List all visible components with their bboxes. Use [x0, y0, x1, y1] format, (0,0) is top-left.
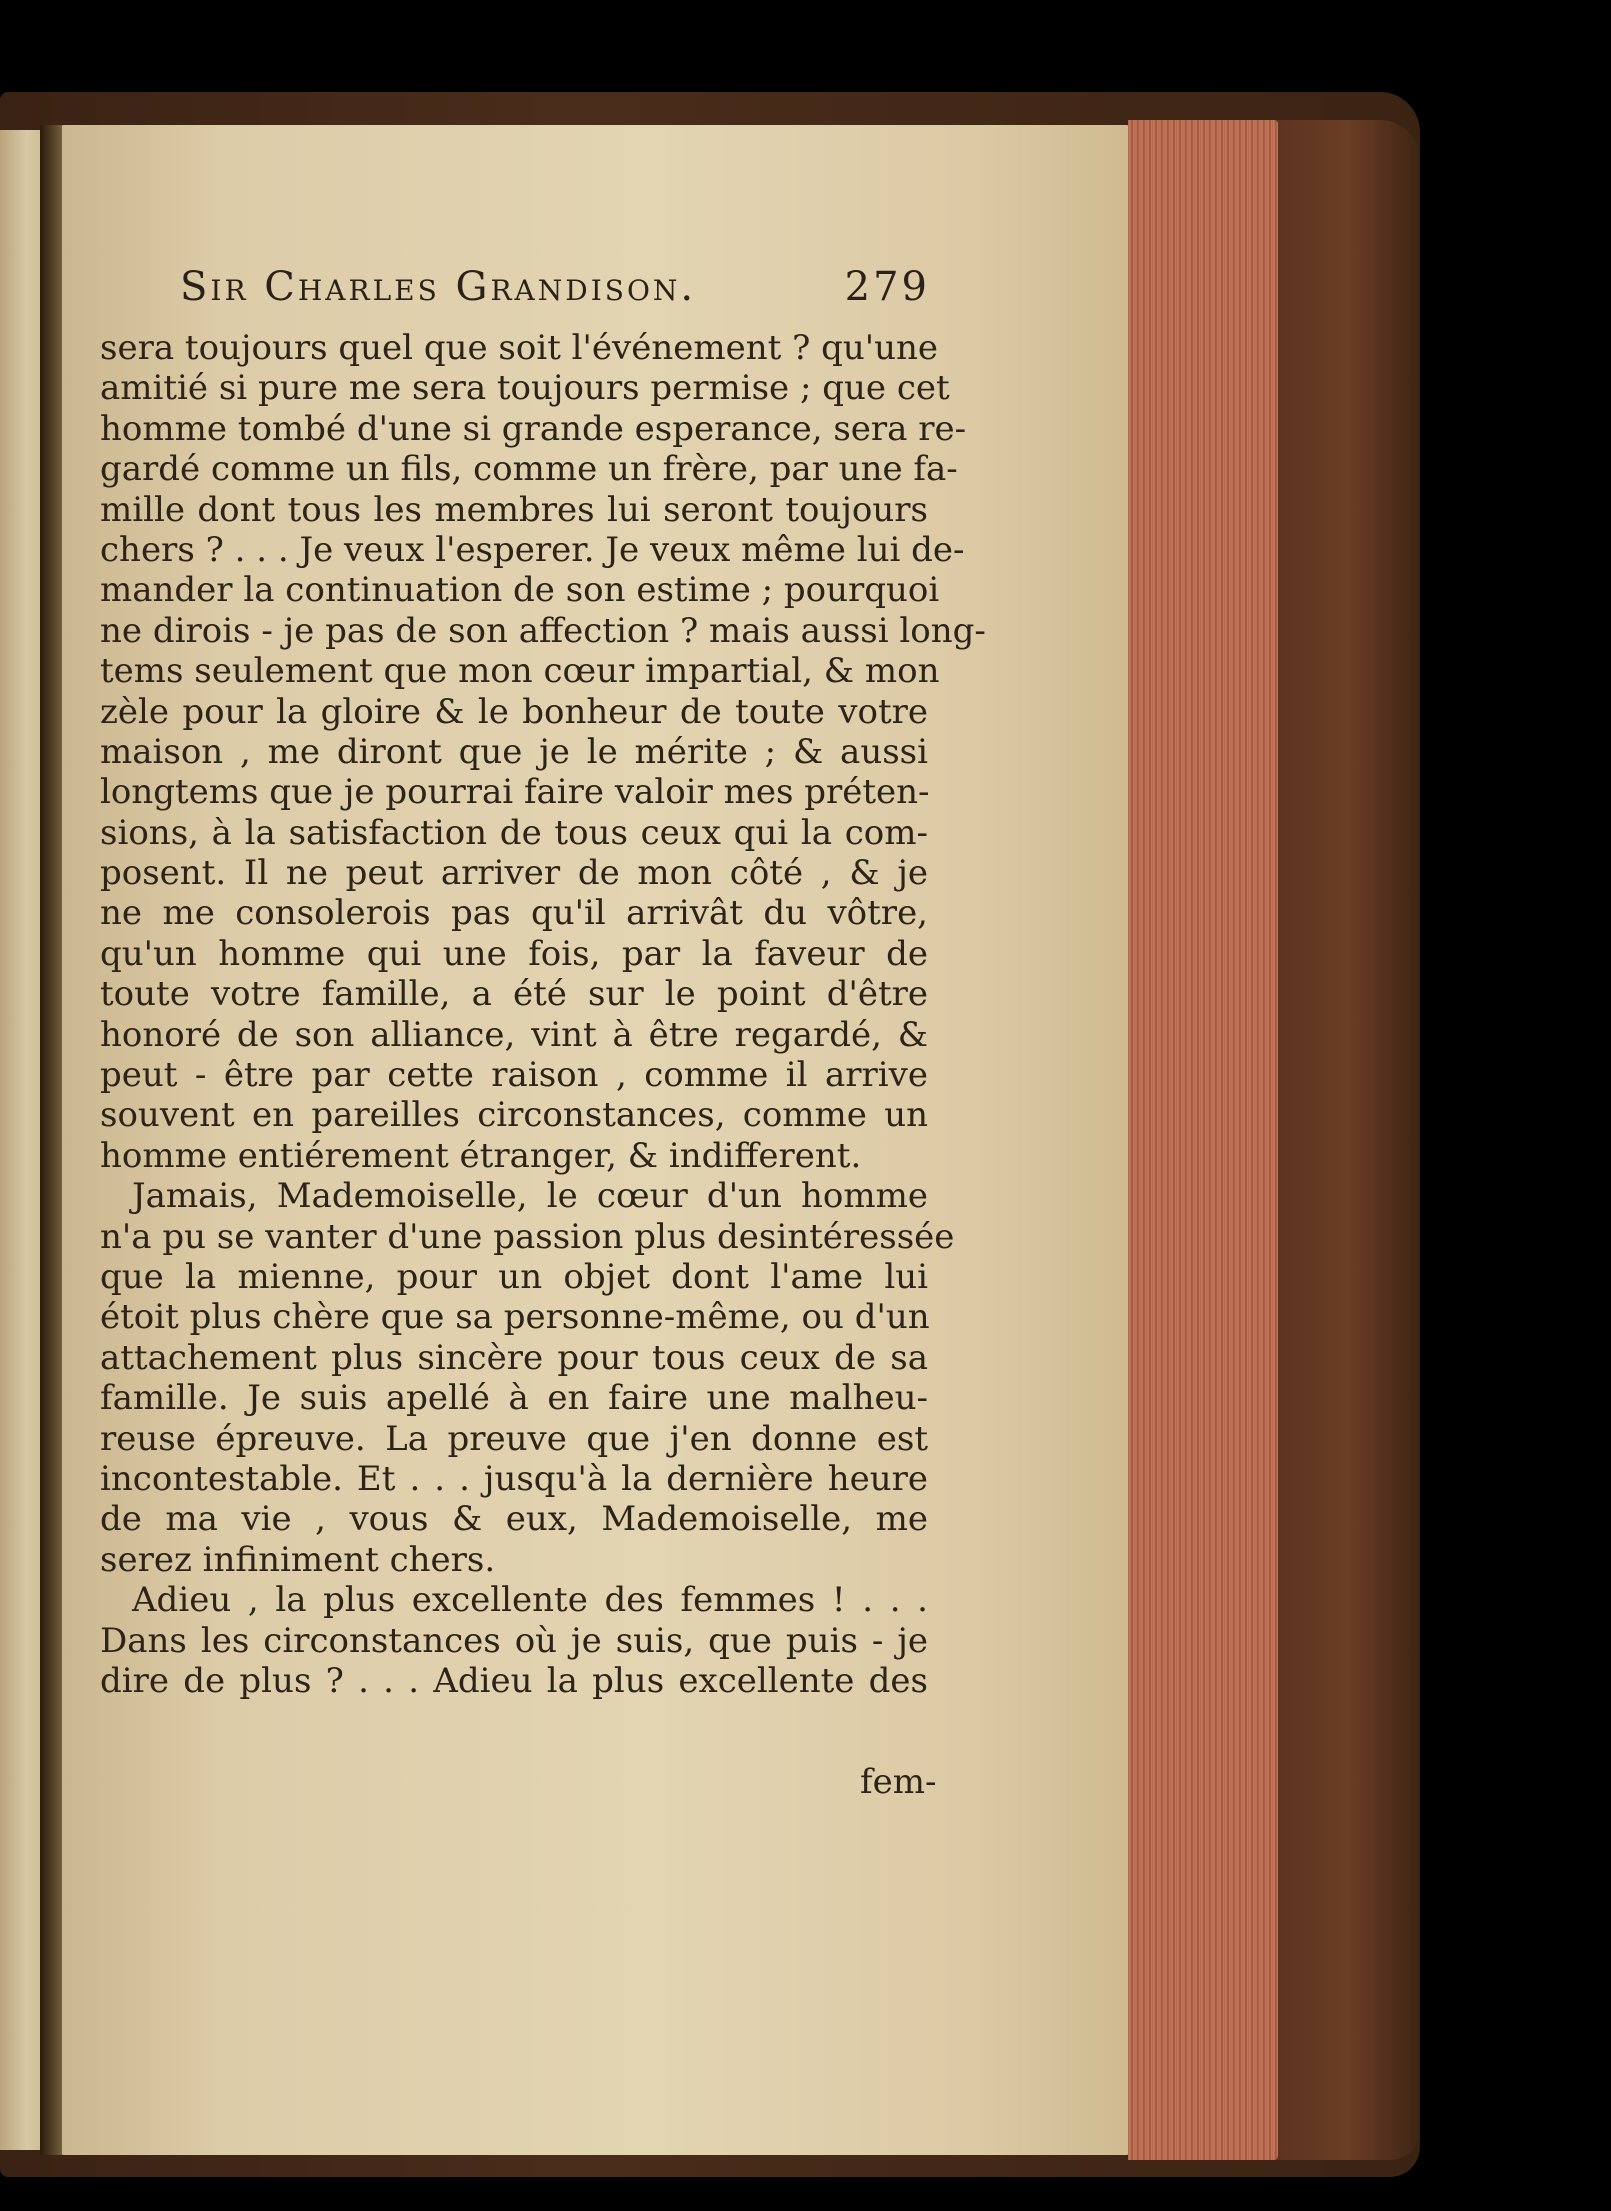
page-number: 279	[844, 264, 930, 310]
text-line: qu'un homme qui une fois, par la faveur de	[100, 933, 928, 974]
page-stack-edges	[1128, 120, 1278, 2160]
text-line: reuse épreuve. La preuve que j'en donne est	[100, 1418, 928, 1459]
text-line: Adieu , la plus excellente des femmes ! . . .	[132, 1580, 928, 1621]
text-line: longtems que je pourrai faire valoir mes préten-	[100, 772, 930, 813]
text-line: ne dirois - je pas de son affection ? mais aussi long-	[100, 610, 986, 651]
text-line: peut - être par cette raison , comme il arrive	[100, 1055, 928, 1096]
text-line: souvent en pareilles circonstances, comme un	[100, 1095, 928, 1136]
catchword: fem-	[860, 1762, 937, 1802]
text-line: homme tombé d'une si grande esperance, sera re-	[100, 408, 967, 449]
text-line: mille dont tous les membres lui seront toujours	[100, 489, 928, 530]
text-line: posent. Il ne peut arriver de mon côté , & je	[100, 853, 928, 894]
text-line: amitié si pure me sera toujours permise ; que cet	[100, 368, 950, 409]
text-line: ne me consolerois pas qu'il arrivât du vôtre,	[100, 893, 928, 934]
text-line: chers ? . . . Je veux l'esperer. Je veux même lui de-	[100, 529, 965, 570]
text-line: incontestable. Et . . . jusqu'à la dernière heure	[100, 1458, 928, 1499]
page-body-text	[100, 328, 986, 1701]
book-cover-edge	[1275, 120, 1420, 2160]
text-line: Dans les circonstances où je suis, que puis - je	[100, 1620, 928, 1661]
text-line: honoré de son alliance, vint à être regardé, &	[100, 1014, 928, 1055]
text-line: Jamais, Mademoiselle, le cœur d'un homme	[132, 1176, 928, 1217]
text-line: sions, à la satisfaction de tous ceux qui la com-	[100, 812, 928, 853]
left-page-edge	[0, 130, 45, 2150]
text-line: sera toujours quel que soit l'événement ? qu'une	[100, 328, 939, 368]
text-line: zèle pour la gloire & le bonheur de toute votre	[100, 691, 928, 732]
text-line: gardé comme un fils, comme un frère, par une fa-	[100, 449, 958, 490]
text-line: famille. Je suis apellé à en faire une malheu-	[100, 1378, 928, 1419]
text-line: tems seulement que mon cœur impartial, & mon	[100, 651, 940, 692]
text-line: maison , me diront que je le mérite ; & aussi	[100, 731, 928, 772]
text-line: n'a pu se vanter d'une passion plus desintéressée	[100, 1216, 955, 1257]
text-line: mander la continuation de son estime ; pourquoi	[100, 570, 940, 611]
running-head-title: Sir Charles Grandison.	[180, 264, 697, 310]
text-line: dire de plus ? . . . Adieu la plus excellente des	[100, 1660, 928, 1701]
text-line: serez infiniment chers.	[100, 1539, 496, 1580]
text-line: homme entiérement étranger, & indifferent.	[100, 1135, 862, 1176]
text-line: étoit plus chère que sa personne-même, ou d'un	[100, 1297, 930, 1338]
text-line: que la mienne, pour un objet dont l'ame lui	[100, 1256, 928, 1297]
text-line: attachement plus sincère pour tous ceux de sa	[100, 1337, 928, 1378]
running-head	[180, 264, 930, 310]
text-line: toute votre famille, a été sur le point d'être	[100, 974, 928, 1015]
text-line: de ma vie , vous & eux, Mademoiselle, me	[100, 1499, 928, 1540]
